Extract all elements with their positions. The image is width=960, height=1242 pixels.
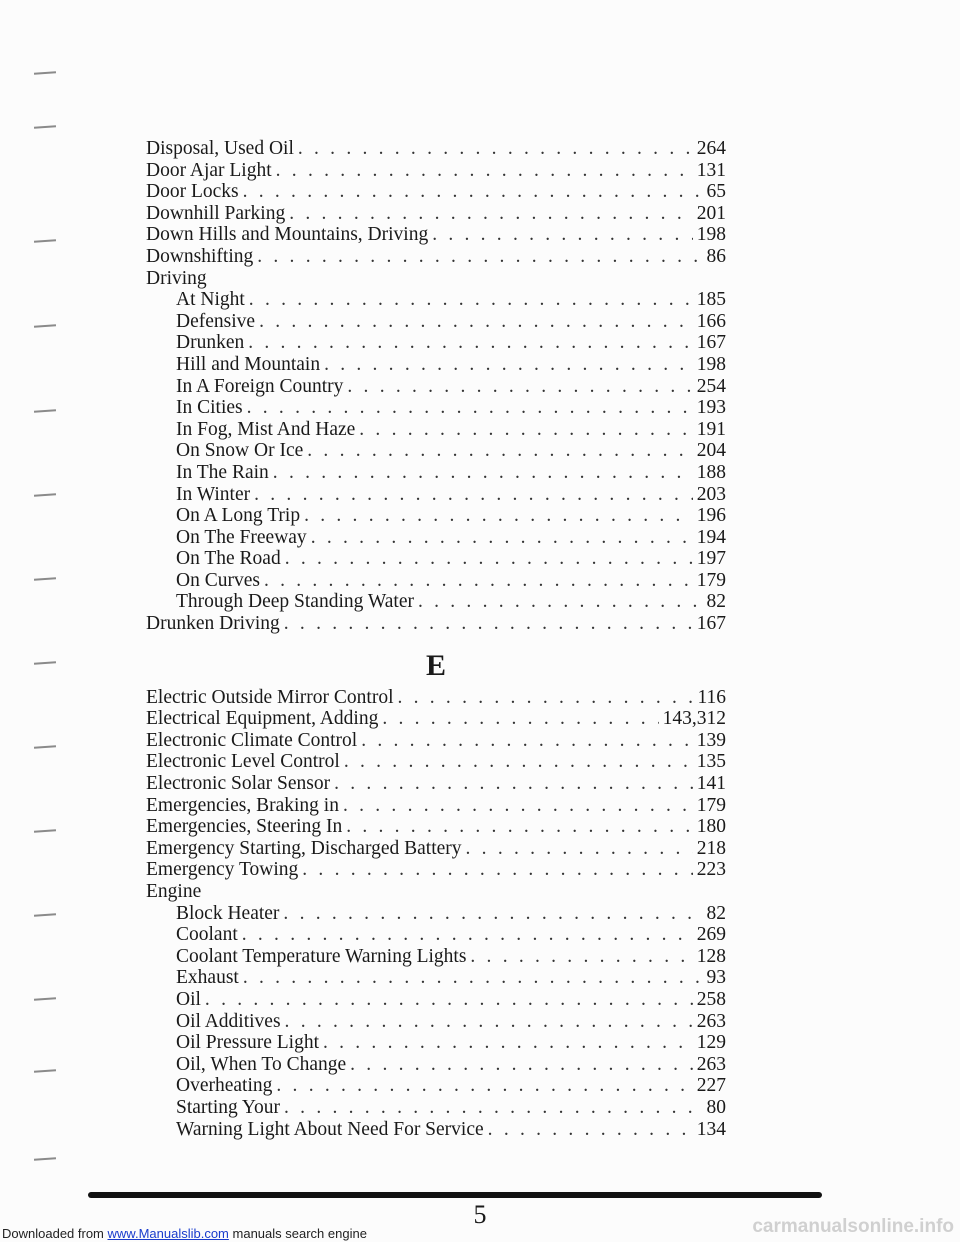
dot-leader: [264, 570, 693, 592]
entry-label: Electronic Solar Sensor: [146, 773, 331, 795]
entry-label: Defensive: [176, 310, 256, 332]
engine-subentries: [146, 903, 726, 1141]
index-entry: [146, 613, 726, 635]
drunken-driving-entry: [146, 613, 726, 635]
dot-leader: [285, 1011, 693, 1033]
entry-page: 131: [696, 159, 726, 181]
index-entry: [146, 859, 726, 881]
section-d-entries: [146, 138, 726, 268]
entry-page: 223: [696, 859, 726, 881]
entry-label: Oil Additives: [176, 1010, 281, 1032]
edge-mark: [34, 1069, 56, 1073]
download-credit-suffix: manuals search engine: [232, 1226, 367, 1241]
entry-label: Electric Outside Mirror Control: [146, 686, 394, 708]
dot-leader: [302, 859, 692, 881]
dot-leader: [242, 924, 693, 946]
entry-page: 135: [696, 751, 726, 773]
entry-page: 141: [696, 773, 726, 795]
index-entry: [146, 1011, 726, 1033]
entry-label: Overheating: [176, 1075, 273, 1097]
dot-leader: [283, 903, 702, 925]
dot-leader: [243, 967, 703, 989]
index-entry: [146, 419, 726, 441]
dot-leader: [347, 376, 692, 398]
entry-page: 179: [696, 569, 726, 591]
entry-label: In The Rain: [176, 461, 269, 483]
entry-label: Coolant Temperature Warning Lights: [176, 945, 467, 967]
dot-leader: [488, 1119, 693, 1141]
entry-label: Through Deep Standing Water: [176, 591, 414, 613]
index-entry: [146, 730, 726, 752]
dot-leader: [346, 816, 693, 838]
index-entry: [146, 1032, 726, 1054]
dot-leader: [466, 838, 693, 860]
index-entry: [146, 527, 726, 549]
entry-label: Oil, When To Change: [176, 1053, 347, 1075]
entry-page: 185: [696, 289, 726, 311]
dot-leader: [359, 419, 692, 441]
driving-group: [146, 268, 726, 614]
index-entry: [146, 1075, 726, 1097]
download-credit: [2, 1226, 367, 1241]
entry-label: Emergency Towing: [146, 859, 299, 881]
entry-label: Oil: [176, 988, 201, 1010]
dot-leader: [344, 751, 693, 773]
dot-leader: [324, 354, 693, 376]
entry-label: At Night: [176, 289, 245, 311]
entry-label: Warning Light About Need For Service: [176, 1118, 484, 1140]
index-entry: [146, 160, 726, 182]
entry-label: In Winter: [176, 483, 251, 505]
entry-label: Downshifting: [146, 245, 254, 267]
index-entry: [146, 397, 726, 419]
page-number: 5: [473, 1200, 487, 1229]
entry-label: Emergencies, Braking in: [146, 794, 339, 816]
edge-mark: [34, 125, 56, 129]
entry-page: 93: [706, 967, 726, 989]
entry-label: Starting Your: [176, 1096, 281, 1118]
entry-label: Exhaust: [176, 967, 239, 989]
entry-page: 82: [706, 902, 726, 924]
edge-mark: [34, 71, 56, 75]
index-entry: [146, 181, 726, 203]
dot-leader: [361, 730, 693, 752]
entry-label: In Fog, Mist And Haze: [176, 418, 356, 440]
index-list: [146, 138, 726, 1140]
dot-leader: [470, 946, 692, 968]
dot-leader: [432, 224, 693, 246]
entry-label: On The Freeway: [176, 526, 307, 548]
index-entry: [146, 1097, 726, 1119]
index-entry: [146, 903, 726, 925]
entry-label: Electronic Climate Control: [146, 729, 358, 751]
dot-leader: [276, 1075, 692, 1097]
edge-mark: [34, 661, 56, 665]
entry-page: 166: [696, 310, 726, 332]
entry-page: 179: [696, 794, 726, 816]
entry-page: 254: [696, 375, 726, 397]
engine-group: [146, 881, 726, 1140]
dot-leader: [418, 591, 703, 613]
index-entry: [146, 376, 726, 398]
index-entry: [146, 708, 726, 730]
entry-page: 197: [696, 548, 726, 570]
index-entry: [146, 311, 726, 333]
entry-label: On Curves: [176, 569, 260, 591]
dot-leader: [247, 397, 693, 419]
entry-label: Door Ajar Light: [146, 159, 272, 181]
entry-label: Electronic Level Control: [146, 751, 340, 773]
entry-page: 269: [696, 924, 726, 946]
index-entry: [146, 354, 726, 376]
edge-mark: [34, 745, 56, 749]
dot-leader: [298, 138, 693, 160]
entry-label: In Cities: [176, 397, 243, 419]
entry-page: 129: [696, 1032, 726, 1054]
dot-leader: [243, 181, 703, 203]
dot-leader: [304, 505, 693, 527]
dot-leader: [343, 795, 693, 817]
dot-leader: [311, 527, 693, 549]
entry-page: 198: [696, 224, 726, 246]
index-entry: [146, 591, 726, 613]
dot-leader: [397, 687, 693, 709]
dot-leader: [273, 462, 693, 484]
index-entry: [146, 1119, 726, 1141]
index-entry: [146, 687, 726, 709]
entry-label: On Snow Or Ice: [176, 440, 304, 462]
index-entry: [146, 548, 726, 570]
entry-label: On A Long Trip: [176, 505, 301, 527]
edge-mark: [34, 829, 56, 833]
index-entry: [146, 224, 726, 246]
entry-label: Emergencies, Steering In: [146, 816, 343, 838]
entry-label: Door Locks: [146, 181, 239, 203]
section-e-entries: [146, 687, 726, 881]
dot-leader: [205, 989, 693, 1011]
edge-mark: [34, 409, 56, 413]
entry-page: 196: [696, 505, 726, 527]
entry-page: 116: [697, 686, 726, 708]
entry-page: 80: [706, 1096, 726, 1118]
entry-page: 201: [696, 202, 726, 224]
dot-leader: [289, 203, 693, 225]
index-entry: [146, 838, 726, 860]
entry-page: 194: [696, 526, 726, 548]
index-entry: [146, 1054, 726, 1076]
entry-page: 65: [706, 181, 726, 203]
entry-page: 191: [696, 418, 726, 440]
entry-page: 264: [696, 138, 726, 159]
entry-label: Block Heater: [176, 902, 280, 924]
entry-page: 128: [696, 945, 726, 967]
entry-page: 188: [696, 461, 726, 483]
entry-label: Drunken: [176, 332, 245, 354]
dot-leader: [248, 332, 693, 354]
watermark: carmanualsonline.info: [752, 1216, 954, 1237]
edge-mark: [34, 913, 56, 917]
index-entry: [146, 462, 726, 484]
index-entry: [146, 795, 726, 817]
index-entry: [146, 989, 726, 1011]
edge-mark: [34, 324, 56, 328]
entry-label: On The Road: [176, 548, 281, 570]
dot-leader: [259, 311, 693, 333]
index-entry: [146, 570, 726, 592]
entry-label: Oil Pressure Light: [176, 1032, 319, 1054]
entry-page: 180: [696, 816, 726, 838]
entry-page: 258: [696, 988, 726, 1010]
download-credit-prefix: Downloaded from: [2, 1226, 104, 1241]
index-entry: [146, 924, 726, 946]
edge-mark: [34, 997, 56, 1001]
entry-page: 167: [696, 332, 726, 354]
entry-page: 86: [706, 245, 726, 267]
index-entry: [146, 751, 726, 773]
edge-mark: [34, 239, 56, 243]
index-entry: [146, 484, 726, 506]
entry-label: Hill and Mountain: [176, 353, 321, 375]
dot-leader: [307, 440, 692, 462]
edge-mark: [34, 577, 56, 581]
entry-label: Downhill Parking: [146, 202, 286, 224]
entry-label: Drunken Driving: [146, 613, 280, 635]
entry-page: 198: [696, 353, 726, 375]
driving-subentries: [146, 289, 726, 613]
dot-leader: [334, 773, 693, 795]
entry-label: Emergency Starting, Discharged Battery: [146, 837, 462, 859]
entry-page: 263: [696, 1053, 726, 1075]
entry-page: 193: [696, 397, 726, 419]
engine-heading: Engine: [146, 881, 202, 902]
dot-leader: [249, 289, 693, 311]
index-entry: [146, 203, 726, 225]
entry-page: 82: [706, 591, 726, 613]
entry-page: 204: [696, 440, 726, 462]
manualslib-link[interactable]: www.Manualslib.com: [107, 1226, 229, 1241]
footer-rule: [88, 1192, 822, 1198]
index-entry: [146, 773, 726, 795]
index-entry: [146, 946, 726, 968]
driving-heading: Driving: [146, 267, 207, 289]
dot-leader: [284, 613, 693, 635]
index-entry: [146, 246, 726, 268]
dot-leader: [276, 160, 693, 182]
section-letter-e: E: [425, 648, 446, 682]
binding-edge-marks: [0, 0, 60, 1242]
entry-label: Coolant: [176, 924, 238, 946]
entry-page: 203: [696, 483, 726, 505]
entry-page: 167: [696, 613, 726, 635]
index-entry: [146, 505, 726, 527]
entry-page: 143,312: [662, 708, 726, 730]
index-entry: [146, 440, 726, 462]
edge-mark: [34, 493, 56, 497]
dot-leader: [257, 246, 702, 268]
index-entry: [146, 967, 726, 989]
entry-label: Disposal, Used Oil: [146, 138, 294, 159]
entry-page: 134: [696, 1118, 726, 1140]
entry-page: 218: [696, 837, 726, 859]
dot-leader: [382, 708, 658, 730]
dot-leader: [284, 1097, 702, 1119]
index-entry: [146, 138, 726, 160]
index-entry: [146, 816, 726, 838]
entry-page: 139: [696, 729, 726, 751]
entry-label: In A Foreign Country: [176, 375, 344, 397]
entry-label: Down Hills and Mountains, Driving: [146, 224, 429, 246]
edge-mark: [34, 1157, 56, 1161]
entry-page: 263: [696, 1010, 726, 1032]
dot-leader: [323, 1032, 693, 1054]
index-entry: [146, 289, 726, 311]
entry-label: Electrical Equipment, Adding: [146, 708, 379, 730]
dot-leader: [285, 548, 693, 570]
dot-leader: [350, 1054, 693, 1076]
dot-leader: [254, 484, 693, 506]
entry-page: 227: [696, 1075, 726, 1097]
index-entry: [146, 332, 726, 354]
